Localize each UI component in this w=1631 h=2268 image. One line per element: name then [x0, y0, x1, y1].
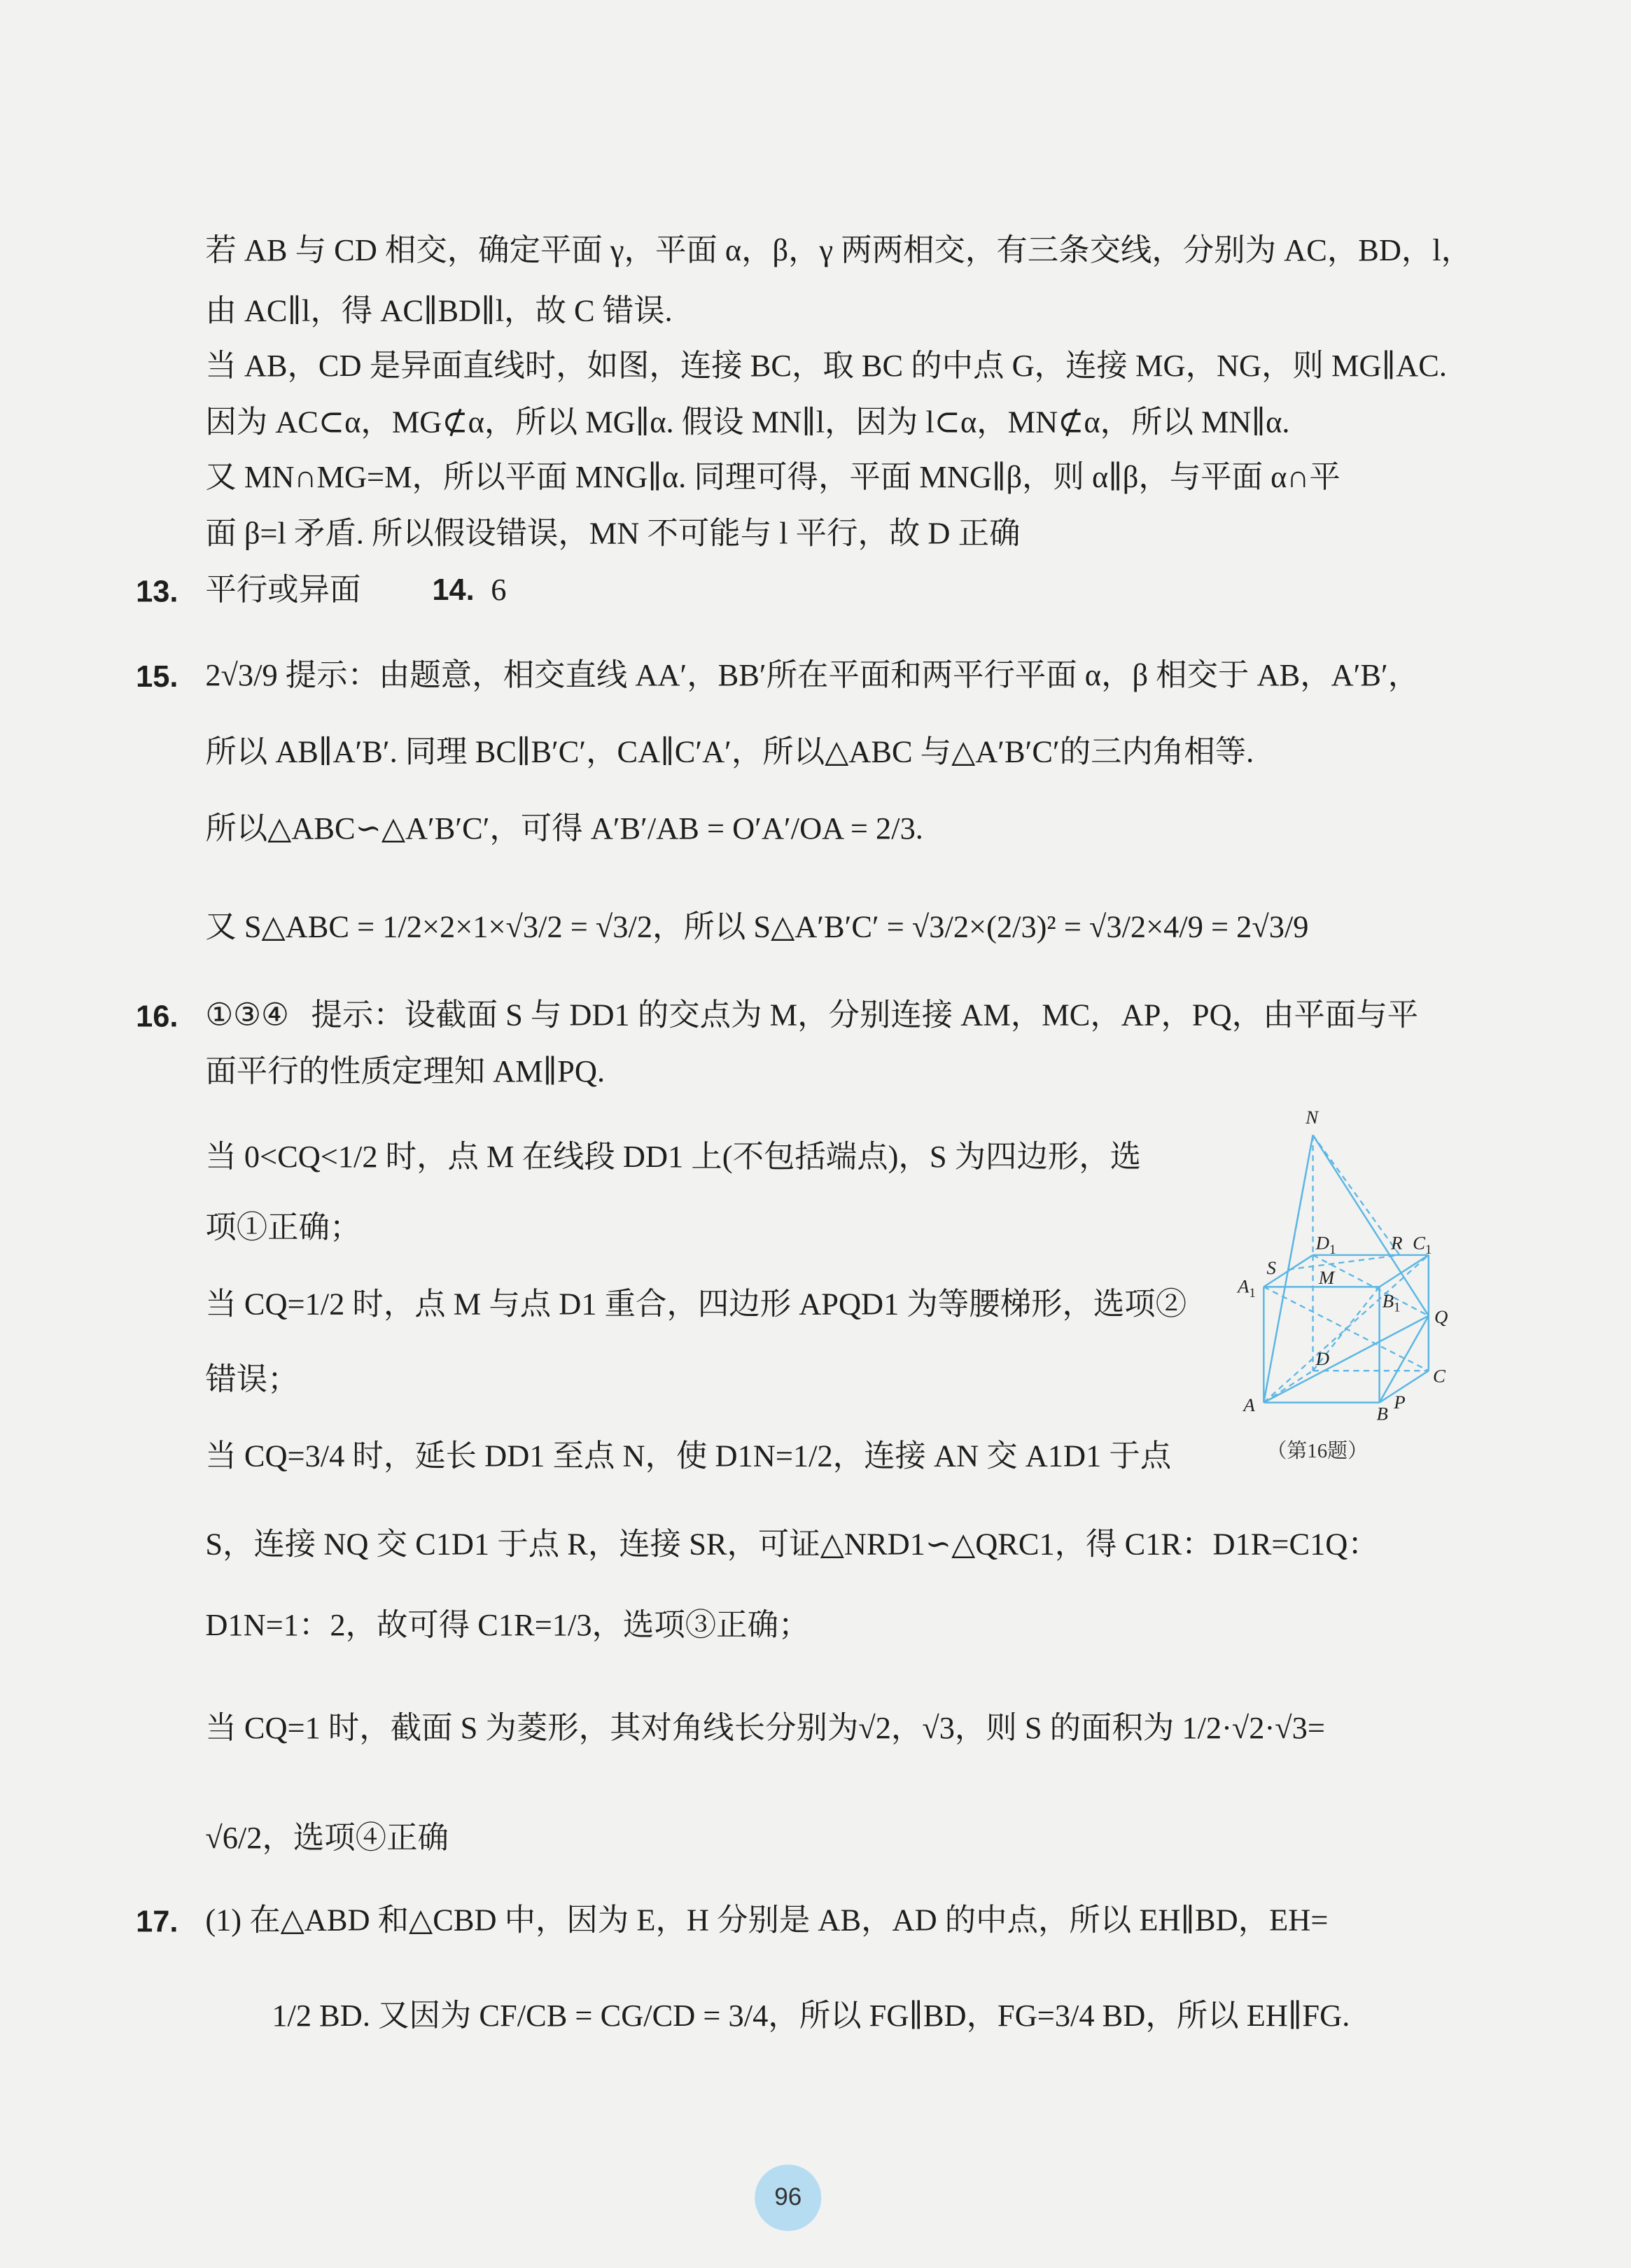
text-line: 当 0<CQ<1/2 时，点 M 在线段 DD1 上(不包括端点)，S 为四边形，选: [205, 1139, 1142, 1175]
svg-text:R: R: [1391, 1232, 1403, 1254]
item-number-15: 15.: [136, 660, 178, 694]
svg-text:B: B: [1376, 1403, 1388, 1424]
svg-text:D: D: [1315, 1348, 1330, 1369]
text-line: 当 AB，CD 是异面直线时，如图，连接 BC，取 BC 的中点 G，连接 MG，NG，则 MG∥AC.: [205, 348, 1447, 384]
text-line: 面平行的性质定理知 AM∥PQ.: [205, 1054, 606, 1089]
text-line: 当 CQ=1 时，截面 S 为菱形，其对角线长分别为√2，√3，则 S 的面积为 1/2·√2·√3=: [205, 1710, 1325, 1746]
text-line: (1) 在△ABD 和△CBD 中，因为 E，H 分别是 AB，AD 的中点，所以 EH∥BD，EH=: [205, 1903, 1329, 1938]
text-line: 由 AC∥l，得 AC∥BD∥l，故 C 错误.: [205, 293, 673, 328]
svg-text:Q: Q: [1434, 1306, 1448, 1328]
svg-text:N: N: [1306, 1106, 1319, 1128]
text-line: S，连接 NQ 交 C1D1 于点 R，连接 SR，可证△NRD1∽△QRC1，得 C1R：D1R=C1Q：: [205, 1527, 1379, 1562]
hint-text: 提示：设截面 S 与 DD1 的交点为 M，分别连接 AM，MC，AP，PQ，由平面与平: [311, 997, 1419, 1032]
text-line: 因为 AC⊂α，MG⊄α，所以 MG∥α. 假设 MN∥l，因为 l⊂α，MN⊄α，所以 MN∥α.: [205, 405, 1290, 440]
text-line: √6/2，选项④正确: [205, 1820, 449, 1856]
item-number-14: 14.: [432, 574, 475, 608]
text-line: 当 CQ=3/4 时，延长 DD1 至点 N，使 D1N=1/2，连接 AN 交 A1D1 于点: [205, 1438, 1172, 1474]
answer-13-14: [205, 572, 507, 608]
item-number-13: 13.: [136, 575, 178, 609]
text-line: 项①正确；: [205, 1210, 361, 1245]
svg-text:C1: $C_1$: [1413, 1232, 1432, 1257]
text-line: 若 AB 与 CD 相交，确定平面 γ，平面 α，β，γ 两两相交，有三条交线，分别为 AC，BD，l，: [205, 232, 1473, 268]
page-number-badge: 96: [755, 2164, 821, 2231]
text-line: 所以△ABC∽△A′B′C′，可得 A′B′/AB = O′A′/OA = 2/3.: [205, 811, 923, 846]
text-line: D1N=1：2，故可得 C1R=1/3，选项③正确；: [205, 1607, 810, 1643]
item-number-17: 17.: [136, 1905, 178, 1939]
svg-text:M: M: [1318, 1267, 1335, 1289]
svg-text:D1: $D_1$: [1315, 1232, 1336, 1257]
svg-text:C: C: [1433, 1365, 1446, 1387]
item-number-16: 16.: [136, 1000, 178, 1034]
answer-16-row: [205, 997, 1419, 1032]
text-line: 1/2 BD. 又因为 CF/CB = CG/CD = 3/4，所以 FG∥BD，FG=3/4 BD，所以 EH∥FG.: [272, 1998, 1350, 2033]
svg-text:S: S: [1266, 1256, 1276, 1278]
svg-text:P: P: [1394, 1391, 1406, 1413]
text-line: 又 MN∩MG=M，所以平面 MNG∥α. 同理可得，平面 MNG∥β，则 α∥β，与平面 α∩平: [205, 459, 1340, 495]
text-line: 2√3/9 提示：由题意，相交直线 AA′，BB′所在平面和两平行平面 α，β 相交于 AB，A′B′，: [205, 657, 1420, 693]
answer-14: 6: [491, 572, 507, 608]
answer-16: ①③④: [205, 997, 289, 1032]
text-line: 面 β=l 矛盾. 所以假设错误，MN 不可能与 l 平行，故 D 正确: [205, 516, 1021, 551]
text-line: 所以 AB∥A′B′. 同理 BC∥B′C′，CA∥C′A′，所以△ABC 与△A′B′C′的三内角相等.: [205, 734, 1254, 769]
text-line: 错误；: [205, 1362, 299, 1397]
cube-figure: [1223, 1099, 1469, 1475]
svg-text:B1: $B_1$: [1382, 1290, 1401, 1315]
svg-text:A: A: [1243, 1394, 1255, 1416]
svg-text:A1: $A_1$: [1238, 1275, 1256, 1301]
figure-caption: （第16题）: [1266, 1440, 1368, 1463]
answer-13: 平行或异面: [205, 572, 361, 608]
text-line: 又 S△ABC = 1/2×2×1×√3/2 = √3/2，所以 S△A′B′C′ = √3/2×(2/3)² = √3/2×4/9 = 2√3/9: [205, 909, 1309, 944]
text-line: 当 CQ=1/2 时，点 M 与点 D1 重合，四边形 APQD1 为等腰梯形，选项②: [205, 1287, 1187, 1322]
